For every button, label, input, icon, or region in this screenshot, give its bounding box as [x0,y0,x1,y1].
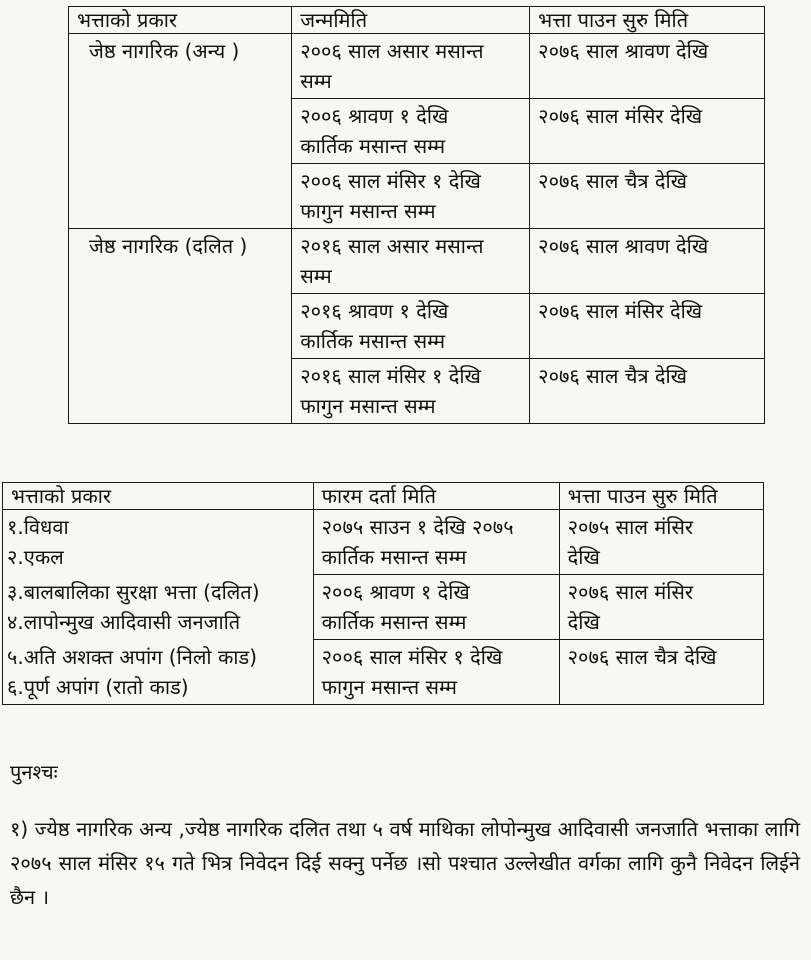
table-row [69,229,765,294]
allowance-type-cell [3,510,314,575]
birthdate-line: फागुन मसान्त सम्म [300,199,436,223]
birthdate-cell [292,34,530,99]
start-date-cell: २०७६ साल श्रावण देखि [530,229,765,294]
registration-date-line: २००६ श्रावण १ देखि [321,580,470,604]
start-date-cell [559,510,763,575]
table-row [69,34,765,99]
start-date-line: देखि [567,545,600,569]
registration-date-cell [313,640,559,705]
birthdate-line: कार्तिक मसान्त सम्म [300,329,446,353]
birthdate-line: २००६ साल असार मसान्त [300,39,484,63]
registration-date-line: फागुन मसान्त सम्म [321,675,457,699]
registration-date-line: २०७५ साउन १ देखि २०७५ [321,515,514,539]
allowance-type-line: ४.लापोन्मुख आदिवासी जनजाति [7,609,241,634]
start-date-cell: २०७६ साल चैत्र देखि [530,359,765,424]
birthdate-line: २०१६ साल असार मसान्त [300,234,484,258]
allowance-type-cell [3,640,314,705]
birthdate-line: कार्तिक मसान्त सम्म [300,134,446,158]
header-allowance-start-date: भत्ता पाउन सुरु मिति [559,483,763,510]
header-allowance-start-date: भत्ता पाउन सुरु मिति [530,7,765,34]
birthdate-line: २०१६ साल मंसिर १ देखि [300,364,481,388]
registration-date-line: कार्तिक मसान्त सम्म [321,610,467,634]
birthdate-cell [292,294,530,359]
birthdate-line: सम्म [300,69,332,93]
registration-date-cell [313,575,559,640]
table-header-row [3,483,764,510]
birthdate-line: २००६ साल मंसिर १ देखि [300,169,481,193]
allowance-type-line: ३.बालबालिका सुरक्षा भत्ता (दलित) [7,579,260,604]
registration-date-line: कार्तिक मसान्त सम्म [321,545,467,569]
allowance-type-line: २.एकल [7,545,64,569]
table-row [3,575,764,640]
registration-allowance-table [2,482,764,705]
allowance-type-cell [3,575,314,640]
start-date-cell: २०७६ साल श्रावण देखि [530,34,765,99]
table-header-row [69,7,765,34]
header-form-registration-date: फारम दर्ता मिति [313,483,559,510]
registration-date-cell [313,510,559,575]
birthdate-line: सम्म [300,264,332,288]
start-date-cell: २०७६ साल मंसिर देखि [530,294,765,359]
allowance-type-line: ५.अति अशक्त अपांग (निलो काड) [7,644,257,669]
start-date-cell: २०७६ साल मंसिर देखि [530,99,765,164]
birthdate-cell [292,164,530,229]
birthdate-cell [292,359,530,424]
header-birthdate: जन्ममिति [292,7,530,34]
start-date-cell [559,640,763,705]
table-row [3,510,764,575]
allowance-type-cell: जेष्ठ नागरिक (अन्य ) [69,34,292,229]
birthdate-allowance-table [68,6,765,424]
header-allowance-type: भत्ताको प्रकार [69,7,292,34]
allowance-type-line: ६.पूर्ण अपांग (रातो काड) [7,674,189,699]
allowance-type-line: १.विधवा [7,515,69,539]
postscript-note: १) ज्येष्ठ नागरिक अन्य ,ज्येष्ठ नागरिक दलित तथा ५ वर्ष माथिका लोपोन्मुख आदिवासी जनजाति भत्ताका लागि २०७५ साल मंसिर १५ गते भित्र निवेदन दिई सक्नु पर्नेछ ।सो पश्चात उल्लेखीत वर्गका लागि कुनै निवेदन लिईने छैन । [10,817,800,909]
birthdate-line: फागुन मसान्त सम्म [300,394,436,418]
birthdate-cell [292,99,530,164]
start-date-line: देखि [567,610,600,634]
birthdate-cell [292,229,530,294]
start-date-line: २०७६ साल मंसिर [567,580,694,604]
start-date-cell [559,575,763,640]
table-row [3,640,764,705]
birthdate-line: २०१६ श्रावण १ देखि [300,299,449,323]
start-date-line: २०७६ साल चैत्र देखि [567,645,717,669]
header-allowance-type: भत्ताको प्रकार [3,483,314,510]
registration-date-line: २००६ साल मंसिर १ देखि [321,645,503,669]
allowance-type-cell: जेष्ठ नागरिक (दलित ) [69,229,292,424]
postscript-heading: पुनश्चः [10,760,58,784]
start-date-cell: २०७६ साल चैत्र देखि [530,164,765,229]
start-date-line: २०७५ साल मंसिर [567,515,694,539]
birthdate-line: २००६ श्रावण १ देखि [300,104,449,128]
